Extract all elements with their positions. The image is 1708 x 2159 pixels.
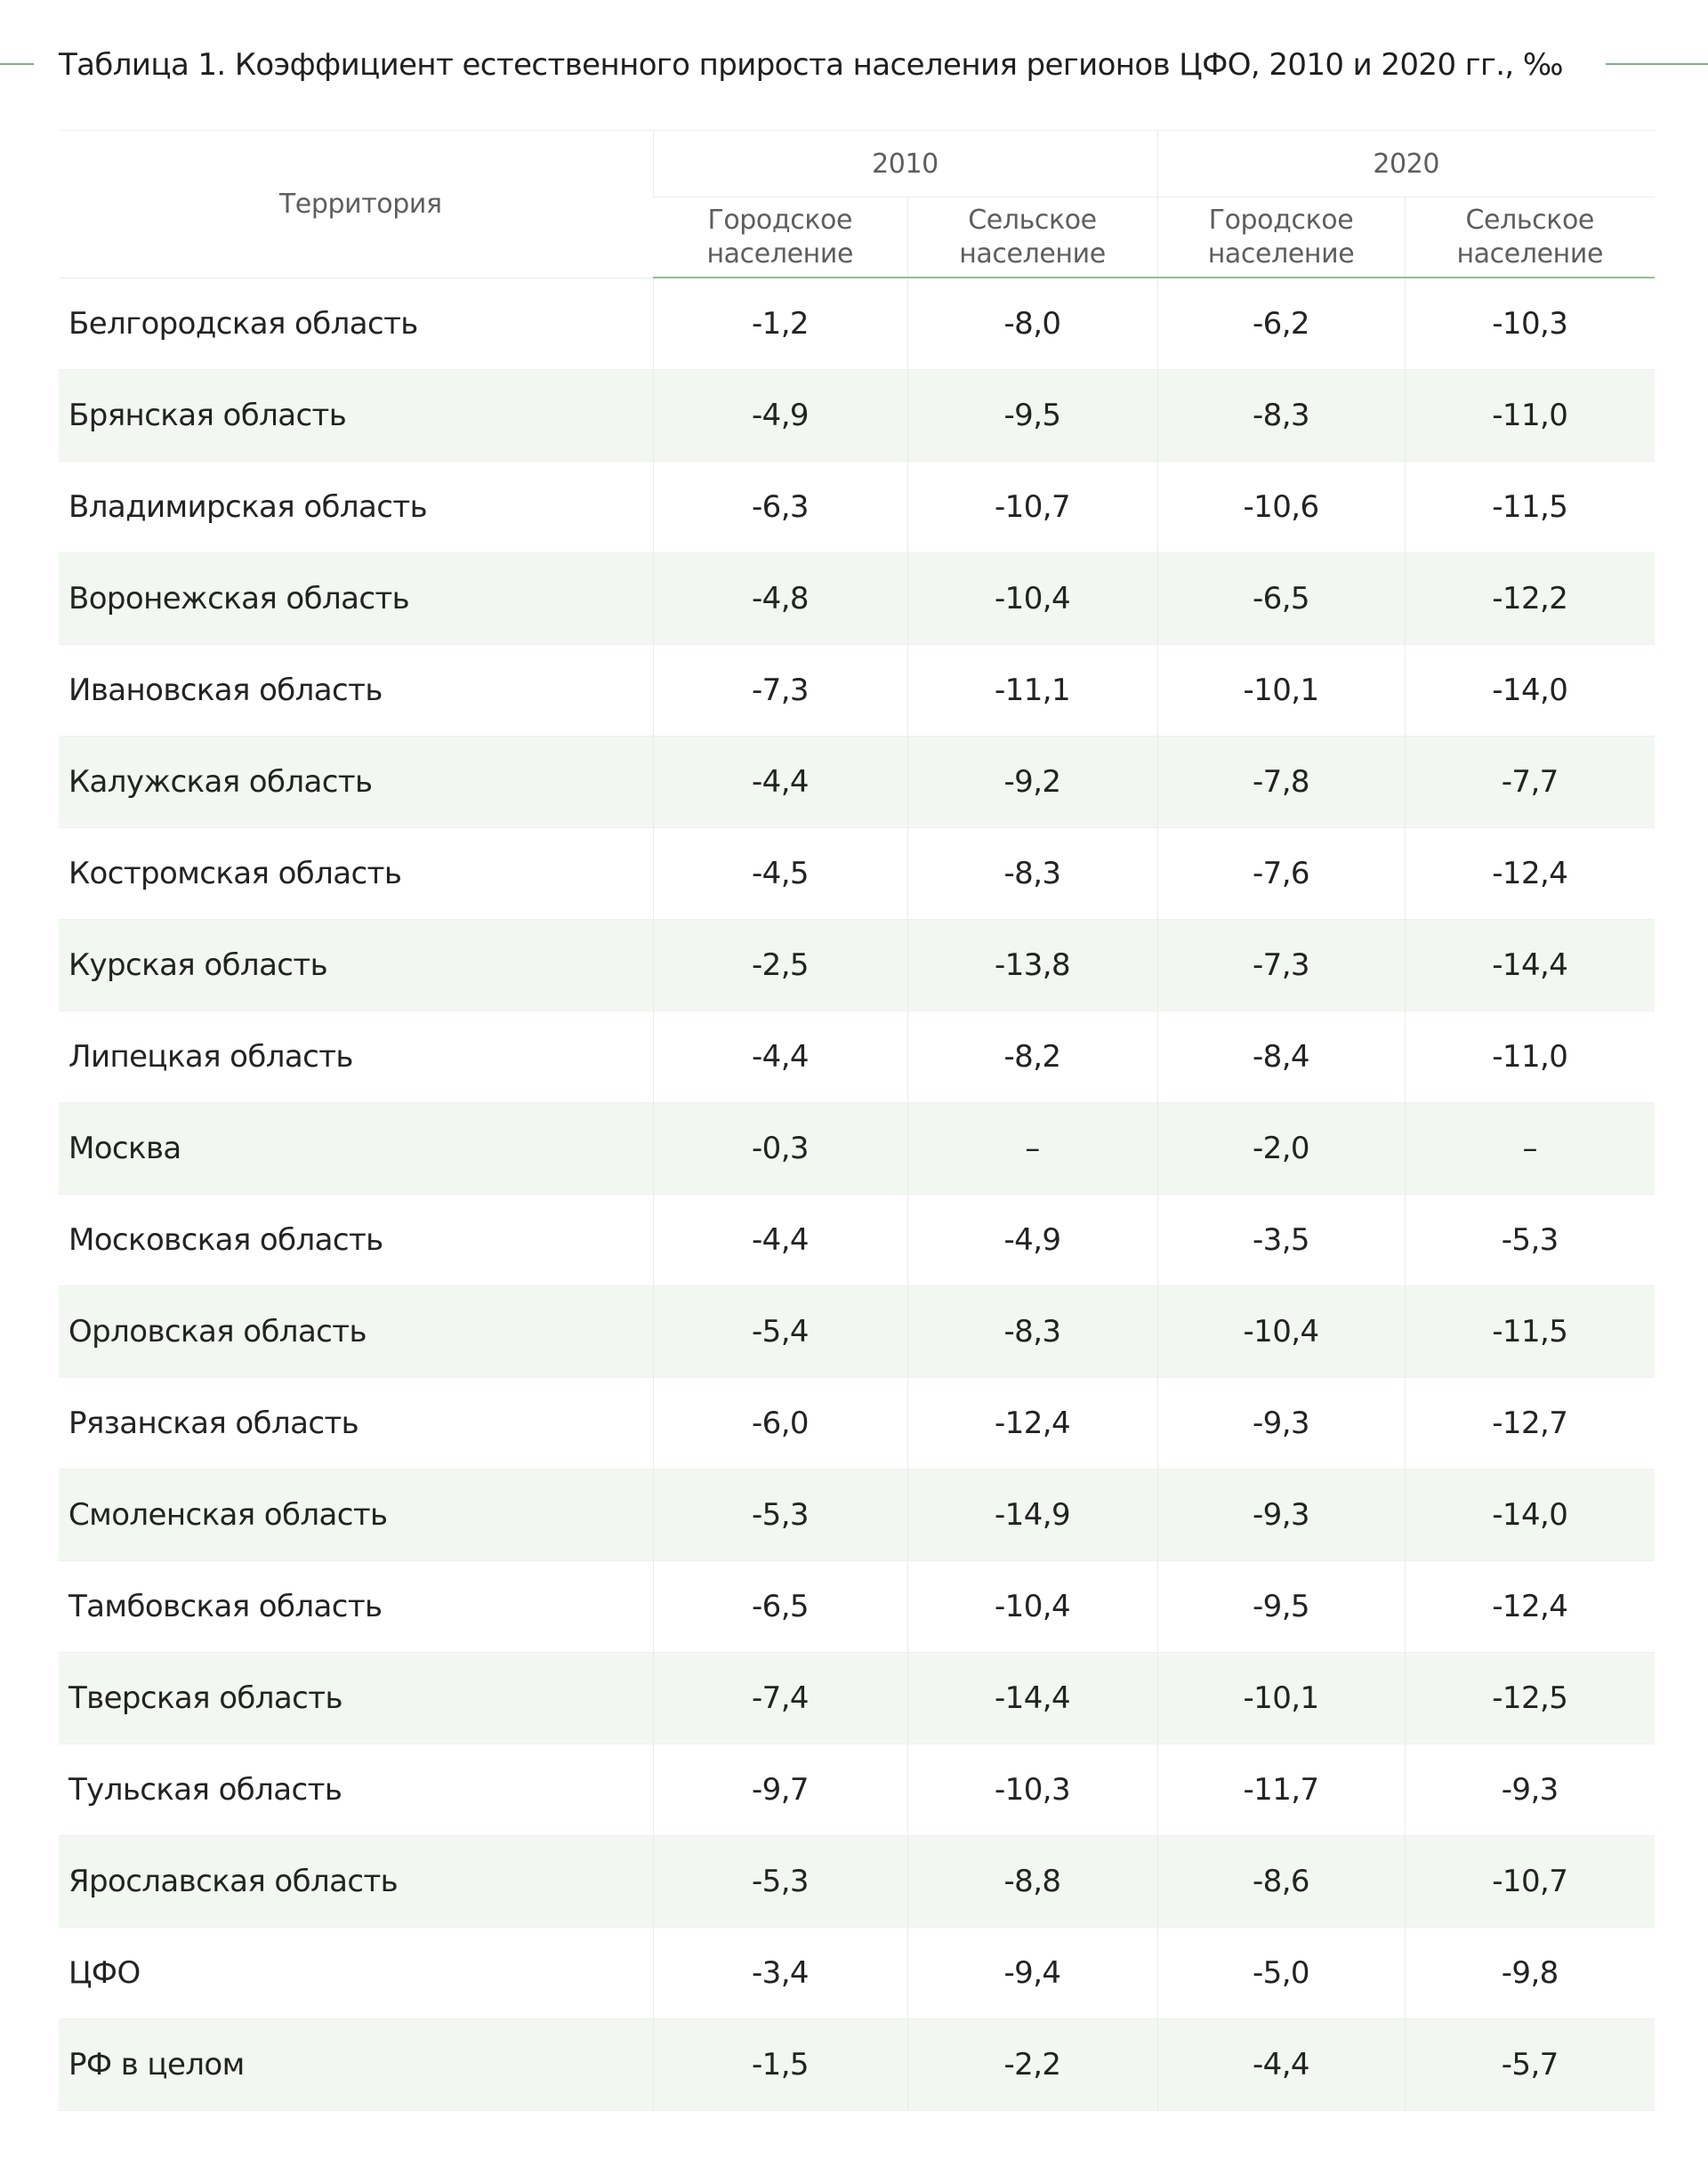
value-cell-rural-2020: -11,0 <box>1405 370 1655 462</box>
value-cell-rural-2020: -11,5 <box>1405 1286 1655 1378</box>
value-cell-rural-2010: -14,9 <box>907 1470 1157 1561</box>
table-row <box>59 1928 1655 2019</box>
year-header-2020: 2020 <box>1157 131 1655 197</box>
rural-header-line2: население <box>959 238 1106 270</box>
rural-header-2010 <box>907 197 1157 278</box>
value-cell-rural-2020: -7,7 <box>1405 737 1655 828</box>
value-cell-rural-2010: -4,9 <box>907 1195 1157 1286</box>
value-cell-rural-2010: -11,1 <box>907 645 1157 737</box>
table-row <box>59 1836 1655 1928</box>
territory-cell: ЦФО <box>59 1928 653 2019</box>
value-cell-rural-2010: -8,2 <box>907 1011 1157 1103</box>
value-cell-rural-2010: -2,2 <box>907 2019 1157 2111</box>
table-row <box>59 920 1655 1011</box>
value-cell-rural-2020: -12,7 <box>1405 1378 1655 1470</box>
urban-header-line2: население <box>706 238 854 270</box>
territory-cell: Ярославская область <box>59 1836 653 1928</box>
value-cell-urban-2010: -7,4 <box>653 1653 907 1744</box>
value-cell-rural-2010: – <box>907 1103 1157 1195</box>
territory-cell: Костромская область <box>59 828 653 920</box>
value-cell-urban-2020: -11,7 <box>1157 1744 1405 1836</box>
value-cell-urban-2010: -2,5 <box>653 920 907 1011</box>
value-cell-rural-2020: -5,3 <box>1405 1195 1655 1286</box>
value-cell-urban-2010: -4,8 <box>653 553 907 645</box>
table-row <box>59 1011 1655 1103</box>
urban-header-line1: Городское <box>707 204 853 236</box>
value-cell-urban-2020: -9,3 <box>1157 1378 1405 1470</box>
urban-header-2020 <box>1157 197 1405 278</box>
territory-cell: Московская область <box>59 1195 653 1286</box>
value-cell-urban-2010: -1,2 <box>653 278 907 370</box>
territory-cell: Смоленская область <box>59 1470 653 1561</box>
territory-cell: Липецкая область <box>59 1011 653 1103</box>
territory-cell: Орловская область <box>59 1286 653 1378</box>
value-cell-urban-2020: -10,1 <box>1157 1653 1405 1744</box>
table-row <box>59 1195 1655 1286</box>
value-cell-urban-2010: -4,4 <box>653 1011 907 1103</box>
value-cell-rural-2010: -9,5 <box>907 370 1157 462</box>
urban-header-line2: население <box>1207 238 1355 270</box>
value-cell-rural-2020: -14,0 <box>1405 1470 1655 1561</box>
value-cell-urban-2010: -5,3 <box>653 1836 907 1928</box>
table-row <box>59 1744 1655 1836</box>
value-cell-urban-2020: -2,0 <box>1157 1103 1405 1195</box>
table-row <box>59 370 1655 462</box>
value-cell-rural-2020: -12,4 <box>1405 828 1655 920</box>
table-row <box>59 553 1655 645</box>
header-row-years <box>59 131 1655 197</box>
table-row <box>59 645 1655 737</box>
urban-header-2010 <box>653 197 907 278</box>
value-cell-urban-2010: -5,3 <box>653 1470 907 1561</box>
territory-cell: Москва <box>59 1103 653 1195</box>
table-caption: Таблица 1. Коэффициент естественного прироста населения регионов ЦФО, 2010 и 2020 гг., ‰ <box>59 47 1563 83</box>
value-cell-urban-2020: -10,4 <box>1157 1286 1405 1378</box>
table-row <box>59 2019 1655 2111</box>
territory-cell: Тульская область <box>59 1744 653 1836</box>
table-header <box>59 131 1655 278</box>
value-cell-urban-2010: -4,9 <box>653 370 907 462</box>
value-cell-rural-2020: -14,0 <box>1405 645 1655 737</box>
value-cell-urban-2020: -9,5 <box>1157 1561 1405 1653</box>
rural-header-line1: Сельское <box>968 204 1097 236</box>
table-row <box>59 1653 1655 1744</box>
value-cell-urban-2020: -8,6 <box>1157 1836 1405 1928</box>
value-cell-rural-2010: -10,4 <box>907 553 1157 645</box>
value-cell-urban-2020: -3,5 <box>1157 1195 1405 1286</box>
table-row <box>59 278 1655 370</box>
value-cell-urban-2010: -5,4 <box>653 1286 907 1378</box>
value-cell-rural-2010: -8,3 <box>907 828 1157 920</box>
value-cell-rural-2020: -12,4 <box>1405 1561 1655 1653</box>
table-row <box>59 828 1655 920</box>
territory-cell: Брянская область <box>59 370 653 462</box>
value-cell-rural-2020: -9,8 <box>1405 1928 1655 2019</box>
territory-cell: Курская область <box>59 920 653 1011</box>
value-cell-rural-2020: -12,5 <box>1405 1653 1655 1744</box>
value-cell-rural-2010: -10,3 <box>907 1744 1157 1836</box>
territory-cell: Белгородская область <box>59 278 653 370</box>
table-body <box>59 278 1655 2111</box>
value-cell-rural-2020: – <box>1405 1103 1655 1195</box>
territory-header: Территория <box>59 131 653 278</box>
value-cell-urban-2010: -9,7 <box>653 1744 907 1836</box>
table-row <box>59 1378 1655 1470</box>
value-cell-urban-2020: -6,5 <box>1157 553 1405 645</box>
value-cell-urban-2010: -4,4 <box>653 1195 907 1286</box>
table-row <box>59 462 1655 553</box>
value-cell-rural-2020: -9,3 <box>1405 1744 1655 1836</box>
value-cell-urban-2020: -7,6 <box>1157 828 1405 920</box>
value-cell-rural-2020: -10,3 <box>1405 278 1655 370</box>
value-cell-rural-2020: -11,0 <box>1405 1011 1655 1103</box>
territory-cell: Тамбовская область <box>59 1561 653 1653</box>
value-cell-rural-2010: -8,0 <box>907 278 1157 370</box>
value-cell-rural-2010: -10,7 <box>907 462 1157 553</box>
value-cell-urban-2020: -8,4 <box>1157 1011 1405 1103</box>
table-row <box>59 1286 1655 1378</box>
caption-rule-right <box>1606 63 1708 65</box>
urban-header-line1: Городское <box>1208 204 1354 236</box>
value-cell-rural-2020: -12,2 <box>1405 553 1655 645</box>
value-cell-rural-2010: -13,8 <box>907 920 1157 1011</box>
territory-cell: Владимирская область <box>59 462 653 553</box>
value-cell-rural-2010: -9,2 <box>907 737 1157 828</box>
population-growth-table <box>59 130 1655 2111</box>
value-cell-urban-2020: -10,6 <box>1157 462 1405 553</box>
value-cell-rural-2010: -10,4 <box>907 1561 1157 1653</box>
value-cell-rural-2010: -8,3 <box>907 1286 1157 1378</box>
value-cell-rural-2020: -10,7 <box>1405 1836 1655 1928</box>
value-cell-urban-2020: -9,3 <box>1157 1470 1405 1561</box>
value-cell-urban-2020: -8,3 <box>1157 370 1405 462</box>
value-cell-urban-2010: -3,4 <box>653 1928 907 2019</box>
value-cell-rural-2010: -9,4 <box>907 1928 1157 2019</box>
value-cell-urban-2010: -6,0 <box>653 1378 907 1470</box>
territory-cell: Рязанская область <box>59 1378 653 1470</box>
value-cell-rural-2010: -12,4 <box>907 1378 1157 1470</box>
table-row <box>59 1103 1655 1195</box>
value-cell-urban-2010: -0,3 <box>653 1103 907 1195</box>
rural-header-line1: Сельское <box>1465 204 1594 236</box>
territory-cell: Ивановская область <box>59 645 653 737</box>
territory-cell: Тверская область <box>59 1653 653 1744</box>
territory-cell: Калужская область <box>59 737 653 828</box>
value-cell-urban-2020: -7,8 <box>1157 737 1405 828</box>
table-row <box>59 1470 1655 1561</box>
value-cell-urban-2010: -6,3 <box>653 462 907 553</box>
rural-header-2020 <box>1405 197 1655 278</box>
value-cell-rural-2010: -8,8 <box>907 1836 1157 1928</box>
value-cell-urban-2010: -4,5 <box>653 828 907 920</box>
territory-cell: РФ в целом <box>59 2019 653 2111</box>
value-cell-urban-2020: -6,2 <box>1157 278 1405 370</box>
value-cell-urban-2010: -4,4 <box>653 737 907 828</box>
table-row <box>59 737 1655 828</box>
value-cell-rural-2010: -14,4 <box>907 1653 1157 1744</box>
value-cell-urban-2020: -5,0 <box>1157 1928 1405 2019</box>
year-header-2010: 2010 <box>653 131 1157 197</box>
value-cell-urban-2020: -4,4 <box>1157 2019 1405 2111</box>
value-cell-urban-2010: -1,5 <box>653 2019 907 2111</box>
value-cell-rural-2020: -11,5 <box>1405 462 1655 553</box>
value-cell-urban-2010: -7,3 <box>653 645 907 737</box>
value-cell-urban-2020: -10,1 <box>1157 645 1405 737</box>
table-row <box>59 1561 1655 1653</box>
caption-rule-left <box>0 63 34 65</box>
value-cell-urban-2020: -7,3 <box>1157 920 1405 1011</box>
value-cell-rural-2020: -14,4 <box>1405 920 1655 1011</box>
territory-cell: Воронежская область <box>59 553 653 645</box>
rural-header-line2: население <box>1456 238 1604 270</box>
value-cell-rural-2020: -5,7 <box>1405 2019 1655 2111</box>
value-cell-urban-2010: -6,5 <box>653 1561 907 1653</box>
